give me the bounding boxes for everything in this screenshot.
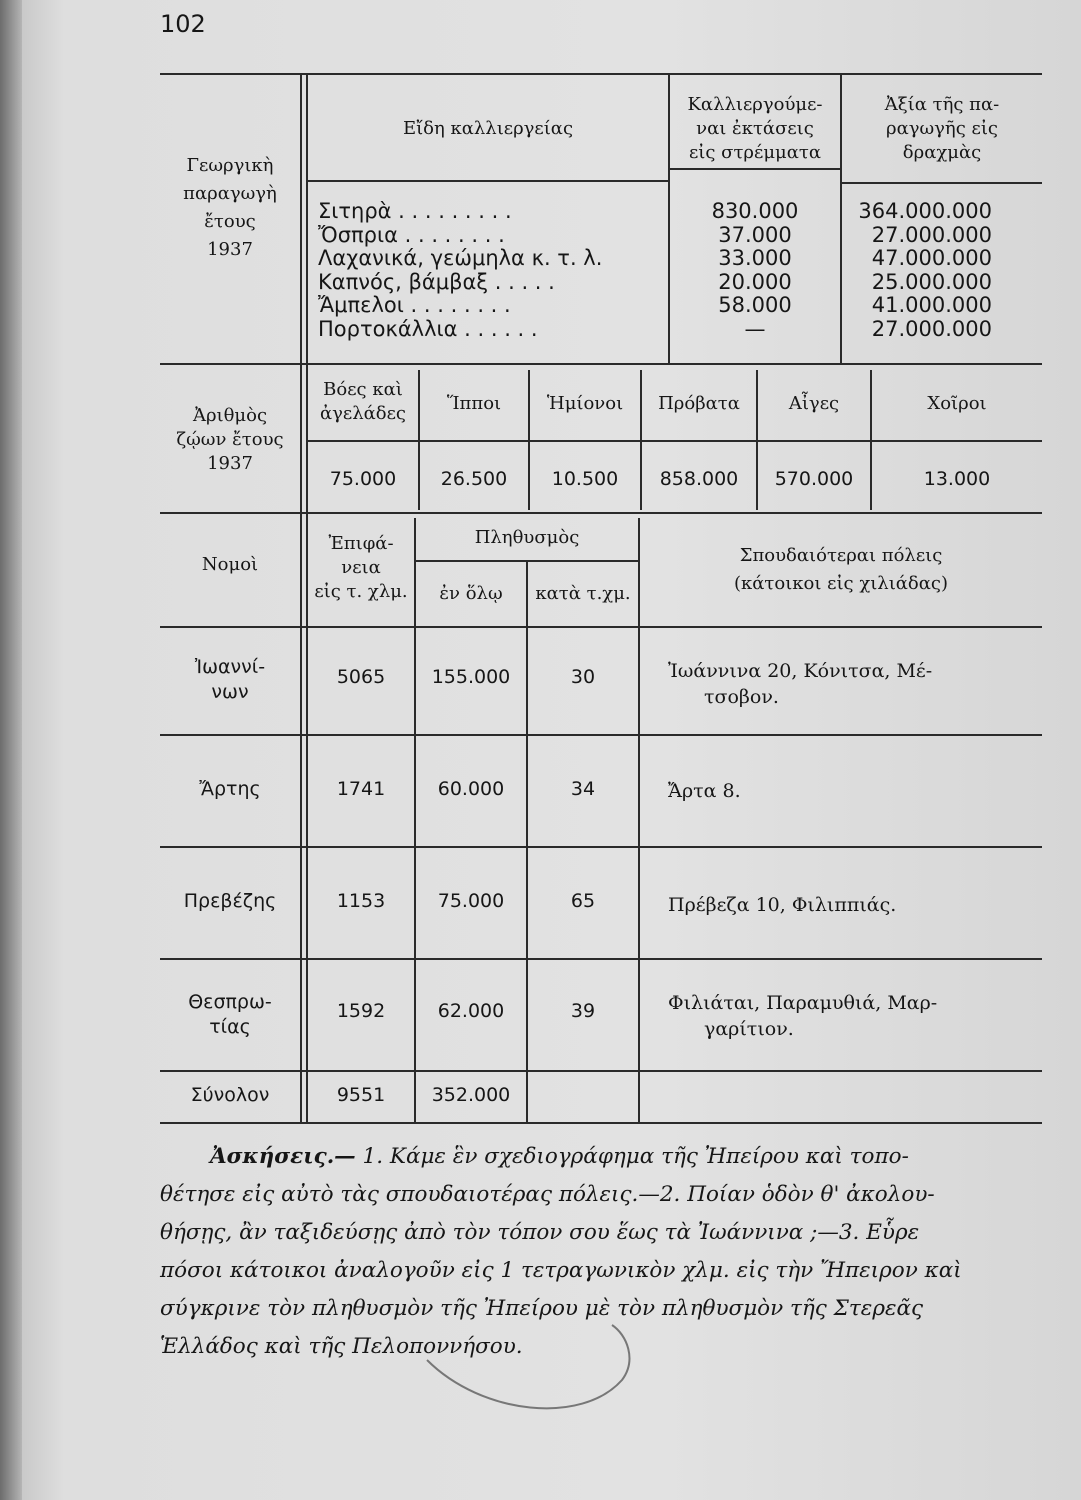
area-header [670, 93, 840, 165]
name-header: Νομοὶ [201, 554, 259, 575]
population-header: Πληθυσμὸς [474, 527, 580, 548]
cities-line: Φιλιάται, Παραμυθιά, Μαρ- [668, 992, 938, 1014]
exercise-line: θήσῃς, ἂν ταξιδεύσῃς ἀπὸ τὸν τόπον σου ἕως τὰ Ἰωάννινα ;—3. Εὗρε [160, 1220, 920, 1245]
hrule-livestock-head [306, 440, 1042, 442]
cattle-header [308, 378, 418, 426]
header-line: Σπουδαιότεραι πόλεις [739, 545, 943, 566]
horses-value: 26.500 [440, 468, 508, 490]
prefecture-pop: 155.000 [431, 666, 511, 688]
vrule-main-1 [300, 73, 302, 1123]
name-line: τίας [209, 1016, 251, 1038]
pigs-header: Χοῖροι [927, 393, 987, 414]
sheep-header: Πρόβατα [658, 393, 740, 414]
prefecture-density: 39 [570, 1000, 596, 1022]
goats-value: 570.000 [774, 468, 854, 490]
cities-line: τσοβον. [704, 686, 779, 708]
name-line: Ἰωαννί- [194, 656, 266, 678]
header-line: ἀγελάδες [319, 403, 407, 424]
area-header [308, 532, 414, 604]
pencil-mark [422, 1320, 662, 1430]
prefecture-name: Ἄρτης [199, 778, 261, 800]
hrule-row [160, 846, 1042, 848]
crop-name: Λαχανικά, γεώμηλα κ. τ. λ. [318, 246, 603, 270]
crop-area: 830.000 [711, 199, 799, 223]
header-line: ναι ἐκτάσεις [696, 118, 814, 139]
header-line: εἰς στρέμματα [688, 142, 821, 163]
crop-value: 41.000.000 [871, 293, 992, 317]
row-label-line: 1937 [207, 239, 253, 260]
crop-header: Εἴδη καλλιεργείας [402, 118, 574, 139]
crop-name: Ὄσπρια . . . . . . . . [318, 222, 505, 247]
hrule-row [160, 958, 1042, 960]
hrule-livestock-top [160, 363, 1042, 365]
header-line: εἰς τ. χλμ. [314, 581, 408, 602]
crop-area: 37.000 [718, 222, 792, 247]
prefecture-area: 1741 [336, 778, 386, 800]
livestock-row-label [160, 404, 300, 476]
total-label: Σύνολον [190, 1084, 270, 1106]
cities-line: γαρίτιον. [704, 1018, 794, 1040]
crop-name: Καπνός, βάμβαξ . . . . . [318, 269, 555, 294]
crop-value: 27.000.000 [871, 222, 992, 247]
prefecture-cities: Ἄρτα 8. [668, 780, 741, 802]
crop-value: 47.000.000 [871, 246, 992, 270]
hrule-prefectures-head [160, 626, 1042, 628]
crop-value: 364.000.000 [858, 199, 992, 223]
row-label-line: ζῴων ἔτους [176, 429, 284, 450]
exercise-line [160, 1138, 1032, 1176]
pop-total-header: ἐν ὅλῳ [439, 583, 503, 604]
prefecture-area: 5065 [336, 666, 386, 688]
cities-header [640, 542, 1042, 598]
crop-area: — [744, 316, 766, 341]
horses-header: Ἵπποι [446, 393, 502, 414]
crop-area: 20.000 [718, 269, 792, 294]
crop-name: Ἄμπελοι . . . . . . . . [318, 293, 511, 317]
pigs-value: 13.000 [923, 468, 991, 490]
hrule-crop-head [306, 180, 668, 182]
prefecture-name [160, 655, 300, 705]
page-number: 102 [160, 10, 206, 38]
exercise-line: Ἑλλάδος καὶ τῆς Πελοποννήσου. [160, 1334, 523, 1359]
mules-header: Ἡμίονοι [546, 393, 624, 414]
row-label-line: ἔτους [204, 211, 256, 232]
name-line: Θεσπρω- [188, 991, 272, 1013]
hrule-row [160, 734, 1042, 736]
row-label-line: 1937 [207, 453, 253, 474]
header-line: Βόες καὶ [323, 379, 403, 400]
book-page [22, 0, 1081, 1500]
total-area: 9551 [336, 1084, 386, 1106]
prefecture-pop: 62.000 [437, 1000, 505, 1022]
cattle-value: 75.000 [329, 468, 397, 490]
prefecture-density: 30 [570, 666, 596, 688]
row-label-line: παραγωγὴ [183, 183, 277, 204]
goats-header: Αἶγες [788, 393, 840, 414]
prefecture-name: Πρεβέζης [183, 890, 277, 912]
total-pop: 352.000 [431, 1084, 511, 1106]
hrule-pop-head [416, 560, 638, 562]
name-line: νων [211, 681, 249, 703]
exercise-line: πόσοι κάτοικοι ἀναλογοῦν εἰς 1 τετραγωνικὸν χλμ. εἰς τὴν Ἤπειρον καὶ [160, 1258, 962, 1283]
prefecture-cities [668, 990, 1018, 1042]
prefecture-area: 1592 [336, 1000, 386, 1022]
header-line: Ἐπιφά- [328, 533, 394, 554]
crop-value: 25.000.000 [871, 269, 992, 294]
vrule-pop [526, 560, 528, 1123]
header-line: Ἀξία τῆς πα- [884, 94, 1000, 115]
crop-names [318, 200, 602, 341]
prefecture-area: 1153 [336, 890, 386, 912]
crop-area: 33.000 [718, 246, 792, 270]
crop-areas [670, 200, 840, 341]
hrule-area-head [668, 168, 840, 170]
agriculture-row-label [160, 152, 300, 264]
header-line: Καλλιεργούμε- [687, 94, 823, 115]
prefecture-pop: 60.000 [437, 778, 505, 800]
header-line: δραχμὰς [902, 142, 982, 163]
prefecture-pop: 75.000 [437, 890, 505, 912]
hrule-prefectures-top [160, 512, 1042, 514]
header-line: νεια [341, 557, 381, 578]
header-line: (κάτοικοι εἰς χιλιάδας) [733, 573, 948, 594]
exercise-line: σύγκρινε τὸν πληθυσμὸν τῆς Ἠπείρου μὲ τὸν πληθυσμὸν τῆς Στερεᾶς [160, 1296, 924, 1321]
cities-line: Ἰωάννινα 20, Κόνιτσα, Μέ- [668, 660, 933, 682]
pop-density-header: κατὰ τ.χμ. [535, 583, 631, 604]
crop-area: 58.000 [718, 293, 792, 317]
prefecture-cities [668, 658, 1018, 710]
prefecture-name [160, 990, 300, 1040]
crop-values [842, 200, 992, 341]
hrule-value-head [840, 182, 1042, 184]
book-spine [0, 0, 22, 1500]
vrule-area [414, 518, 416, 1123]
crop-name: Σιτηρὰ . . . . . . . . . [318, 199, 512, 223]
value-header [842, 93, 1042, 165]
sheep-value: 858.000 [659, 468, 739, 490]
exercise-text: 1. Κάμε ἓν σχεδιογράφημα τῆς Ἠπείρου καὶ τοπο- [362, 1144, 909, 1169]
table-top-rule [160, 73, 1042, 75]
row-label-line: Γεωργικὴ [186, 155, 274, 176]
prefecture-density: 34 [570, 778, 596, 800]
hrule-row [160, 1070, 1042, 1072]
table-bottom-rule [160, 1122, 1042, 1124]
exercises-heading: Ἀσκήσεις.— [210, 1144, 356, 1169]
row-label-line: Ἀριθμὸς [192, 405, 268, 426]
header-line: ραγωγῆς εἰς [886, 118, 998, 139]
vrule-density [638, 518, 640, 1123]
prefecture-density: 65 [570, 890, 596, 912]
exercise-line: θέτησε εἰς αὐτὸ τὰς σπουδαιοτέρας πόλεις.—2. Ποίαν ὁδὸν θ' ἀκολου- [160, 1182, 935, 1207]
crop-name: Πορτοκάλλια . . . . . . [318, 316, 538, 341]
prefecture-cities: Πρέβεζα 10, Φιλιππιάς. [668, 894, 897, 916]
mules-value: 10.500 [551, 468, 619, 490]
crop-value: 27.000.000 [871, 316, 992, 341]
